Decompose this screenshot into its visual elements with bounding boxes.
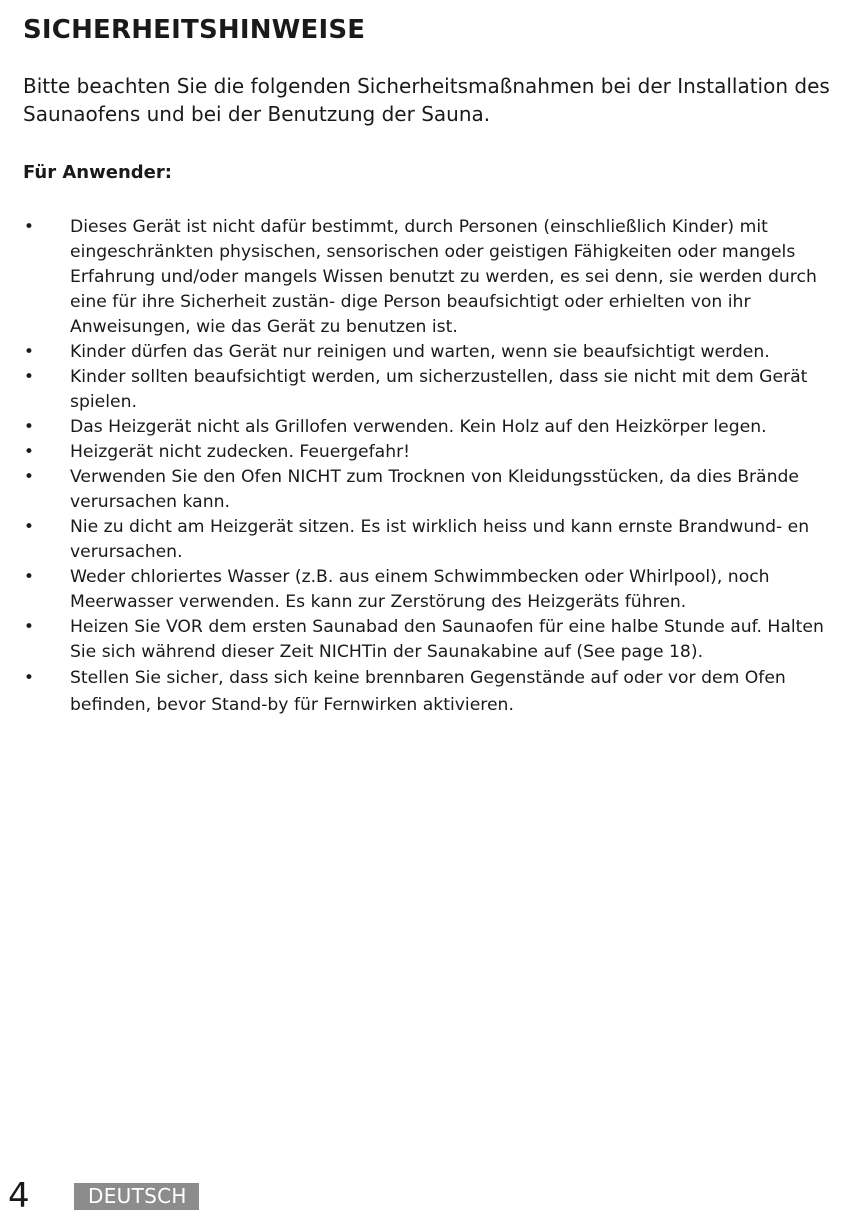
list-item <box>23 615 845 665</box>
bullet-icon: • <box>23 367 35 387</box>
list-item <box>23 215 845 340</box>
bullet-icon: • <box>23 668 35 688</box>
list-item-text: Dieses Gerät ist nicht dafür bestimmt, durch Personen (einschließlich Kinder) mit eingeschränkten physischen, sensorischen oder geistigen Fähigkeiten oder mangels Erfahrung und/oder mangels Wissen benutzt zu werden, es sei denn, sie werden durch eine für ihre Sicherheit zustän- dige Person beaufsichtigt oder erhielten von ihr Anweisungen, wie das Gerät zu benutzen ist. <box>70 217 817 337</box>
intro-paragraph: Bitte beachten Sie die folgenden Sicherheitsmaßnahmen bei der Installation des Saunaofens und bei der Benutzung der Sauna. <box>23 74 830 126</box>
bullet-icon: • <box>23 217 35 237</box>
list-item-text: Das Heizgerät nicht als Grillofen verwenden. Kein Holz auf den Heizkörper legen. <box>70 417 767 437</box>
list-item-text: Weder chloriertes Wasser (z.B. aus einem Schwimmbecken oder Whirlpool), noch Meerwasser verwenden. Es kann zur Zerstörung des Heizgeräts führen. <box>70 567 770 612</box>
list-item-text: Stellen Sie sicher, dass sich keine brennbaren Gegenstände auf oder vor dem Ofen befinden, bevor Stand-by für Fernwirken aktivieren. <box>70 668 786 715</box>
list-item-text: Nie zu dicht am Heizgerät sitzen. Es ist wirklich heiss und kann ernste Brandwund- en verursachen. <box>70 517 810 562</box>
language-badge: DEUTSCH <box>74 1183 199 1210</box>
list-item-text: Heizgerät nicht zudecken. Feuergefahr! <box>70 442 411 462</box>
list-item-text: Verwenden Sie den Ofen NICHT zum Trocknen von Kleidungsstücken, da dies Brände verursachen kann. <box>70 467 799 512</box>
list-item <box>23 665 845 719</box>
bullet-icon: • <box>23 442 35 462</box>
section-heading-users: Für Anwender: <box>23 162 172 183</box>
bullet-icon: • <box>23 417 35 437</box>
list-item-text: Heizen Sie VOR dem ersten Saunabad den Saunaofen für eine halbe Stunde auf. Halten Sie sich während dieser Zeit NICHTin der Saunakabine auf (See page 18). <box>70 617 824 662</box>
bullet-icon: • <box>23 342 35 362</box>
list-item <box>23 440 845 465</box>
bullet-icon: • <box>23 467 35 487</box>
list-item <box>23 465 845 515</box>
list-item <box>23 340 845 365</box>
page-footer <box>8 1176 199 1216</box>
page-number: 4 <box>8 1176 30 1216</box>
page-title: SICHERHEITSHINWEISE <box>23 15 366 45</box>
safety-instructions-list <box>23 215 845 719</box>
list-item-text: Kinder sollten beaufsichtigt werden, um sicherzustellen, dass sie nicht mit dem Gerät spielen. <box>70 367 808 412</box>
list-item <box>23 565 845 615</box>
bullet-icon: • <box>23 567 35 587</box>
bullet-icon: • <box>23 517 35 537</box>
bullet-icon: • <box>23 617 35 637</box>
list-item <box>23 365 845 415</box>
list-item-text: Kinder dürfen das Gerät nur reinigen und warten, wenn sie beaufsichtigt werden. <box>70 342 770 362</box>
list-item <box>23 515 845 565</box>
list-item <box>23 415 845 440</box>
